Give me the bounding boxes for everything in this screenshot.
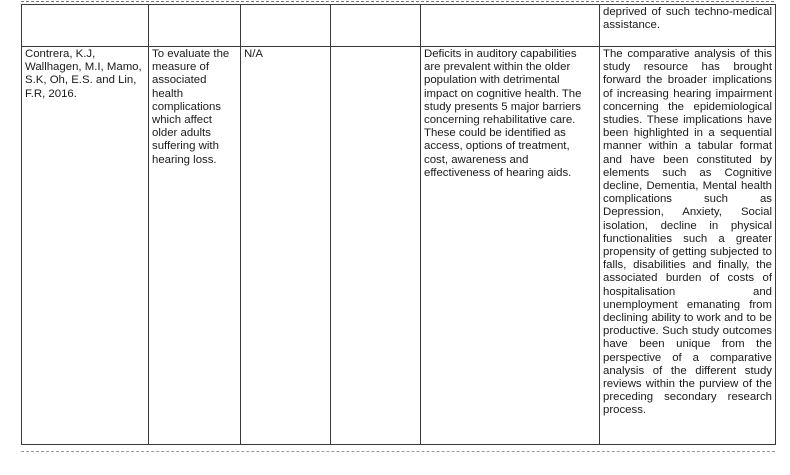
cell-findings: Deficits in auditory capabilities are prevalent within the older population with detrimental impact on cognitive health. The study presents 5 major barriers concerning rehabilitative care. These could be identified as access, options of treatment, cost, awareness and effectiveness of hearing aids. [421, 47, 600, 445]
cell-sample: N/A [241, 47, 331, 445]
prev-cell-author [22, 5, 149, 47]
cell-aim: To evaluate the measure of associated health complications which affect older adults suffering with hearing loss. [149, 47, 241, 445]
cell-analysis: The comparative analysis of this study resource has brought forward the broader implications of increasing hearing impairment concerning the epidemiological studies. These implications have been highlighted in a sequential manner within a tabular format and have been constituted by elements such as Cognitive decline, Dementia, Mental health complications such as Depression, Anxiety, Social isolation, decline in physical functionalities such a greater propensity of getting subjected to falls, disabilities and finally, the associated burden of costs of hospitalisation and unemployment emanating from declining ability to work and to be productive. Such study outcomes have been unique from the perspective of a comparative analysis of the different study reviews within the purview of the preceding secondary research process. [600, 47, 776, 445]
literature-review-table [21, 4, 776, 445]
prev-cell-aim [149, 5, 241, 47]
prev-cell-method [331, 5, 421, 47]
prev-cell-findings [421, 5, 600, 47]
page-break-line [21, 1, 774, 2]
page-bottom-line [21, 451, 775, 452]
prev-cell-sample [241, 5, 331, 47]
cell-method [331, 47, 421, 445]
table-row [22, 47, 776, 445]
cell-author: Contrera, K.J, Wallhagen, M.I, Mamo, S.K, Oh, E.S. and Lin, F.R, 2016. [22, 47, 149, 445]
prev-cell-analysis: deprived of such techno-medical assistance. [600, 5, 776, 47]
table-row-previous [22, 5, 776, 47]
